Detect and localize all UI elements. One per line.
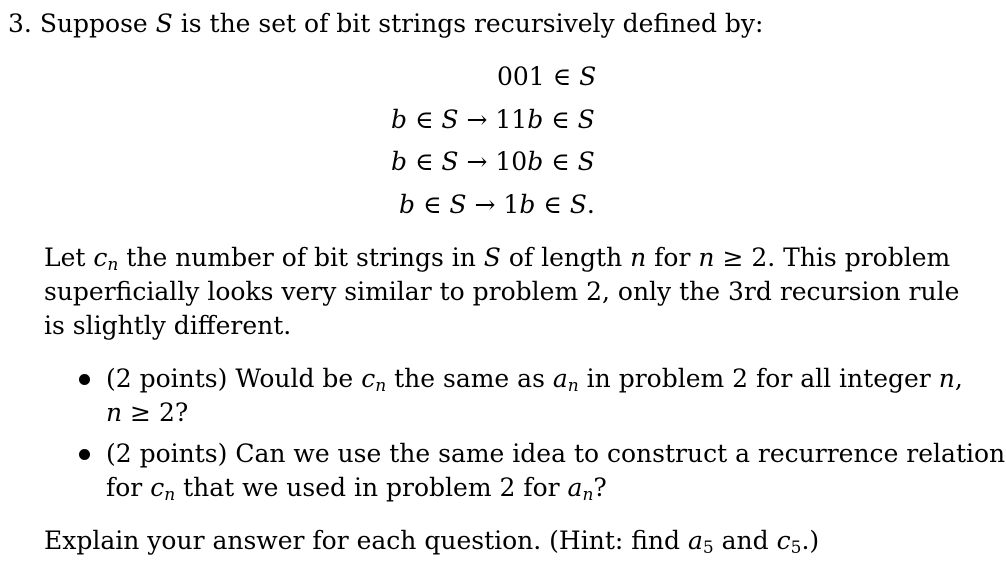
set-symbol: S [155,9,173,38]
rule-11b-b: b [391,105,408,134]
p1-text-b: the number of bit strings in [118,243,484,272]
closing-text-a: Explain your answer for each question. (Hint: find [44,526,688,555]
intro-text-pre: Suppose [39,9,156,38]
rule-11b-arrow: → 11 [458,105,528,134]
rule-10b-in: ∈ [407,147,442,176]
paragraph-line-1 [44,243,951,280]
closing-a-sub: 5 [702,538,714,558]
p1-S: S [483,243,501,272]
rule-10b-S2: S [577,147,595,176]
b1-text-a: (2 points) Would be [106,364,362,393]
b1-n: n [938,364,955,393]
b2-c: c [150,473,165,502]
problem-intro [8,9,763,39]
intro-text-post: is the set of bit strings recursively defined by: [172,9,764,38]
p1-c-sub: n [107,255,119,275]
b2-c-sub: n [164,485,176,505]
problem-number: 3. [8,9,32,38]
rule-11b-S2: S [577,105,595,134]
bullet-1-line-1 [106,364,963,401]
rule-base-set: S [579,62,597,91]
rule-10b-in2: ∈ [543,147,578,176]
rule-10b [391,147,595,177]
rule-10b-b2: b [527,147,544,176]
rule-1b-end: . [586,190,595,219]
rule-11b-S: S [441,105,459,134]
closing-a: a [687,526,703,555]
b2-text-a: for [106,473,151,502]
rule-10b-b: b [391,147,408,176]
paragraph-line-3: is slightly different. [44,311,292,340]
b1-text-b: the same as [386,364,553,393]
p1-text-e: ≥ 2. This problem [714,243,951,272]
b2-text-b: that we used in problem 2 for [175,473,568,502]
closing-text-c: .) [801,526,820,555]
p1-text-d: for [646,243,699,272]
b1-l2-n: n [106,398,123,427]
rule-1b-S: S [449,190,467,219]
b1-l2-text: ≥ 2? [122,398,189,427]
rule-10b-arrow: → 10 [458,147,528,176]
bullet-2-marker [79,449,90,460]
b2-text-c: ? [593,473,607,502]
b1-text-d: , [954,364,963,393]
rule-base [497,62,596,92]
bullet-1-line-2 [106,398,188,428]
p1-text-c: of length [500,243,631,272]
closing-c-sub: 5 [790,538,802,558]
b2-a-sub: n [582,485,594,505]
bullet-2-line-1: (2 points) Can we use the same idea to construct a recurrence relation [106,439,1006,468]
paragraph-line-2: superficially looks very similar to problem 2, only the 3rd recursion rule [44,277,960,306]
rule-1b-b: b [399,190,416,219]
rule-11b-in: ∈ [407,105,442,134]
rule-1b-b2: b [519,190,536,219]
rule-11b-in2: ∈ [543,105,578,134]
rule-1b-in: ∈ [415,190,450,219]
b1-a-sub: n [567,376,579,396]
rule-1b-S2: S [569,190,587,219]
rule-11b [391,105,595,135]
b2-a: a [567,473,583,502]
b1-a: a [552,364,568,393]
closing-text-b: and [713,526,777,555]
rule-base-text: 001 ∈ [497,62,580,91]
p1-text-a: Let [44,243,94,272]
rule-1b [399,190,595,220]
rule-1b-in2: ∈ [535,190,570,219]
closing-line [44,526,819,563]
bullet-1-marker [79,374,90,385]
b1-c-sub: n [375,376,387,396]
b1-text-c: in problem 2 for all integer [578,364,939,393]
rule-1b-arrow: → 1 [466,190,520,219]
rule-10b-S: S [441,147,459,176]
b1-c: c [361,364,376,393]
rule-11b-b2: b [527,105,544,134]
closing-c: c [776,526,791,555]
bullet-2-line-2 [106,473,607,510]
p1-n: n [630,243,647,272]
p1-c: c [93,243,108,272]
p1-n2: n [698,243,715,272]
